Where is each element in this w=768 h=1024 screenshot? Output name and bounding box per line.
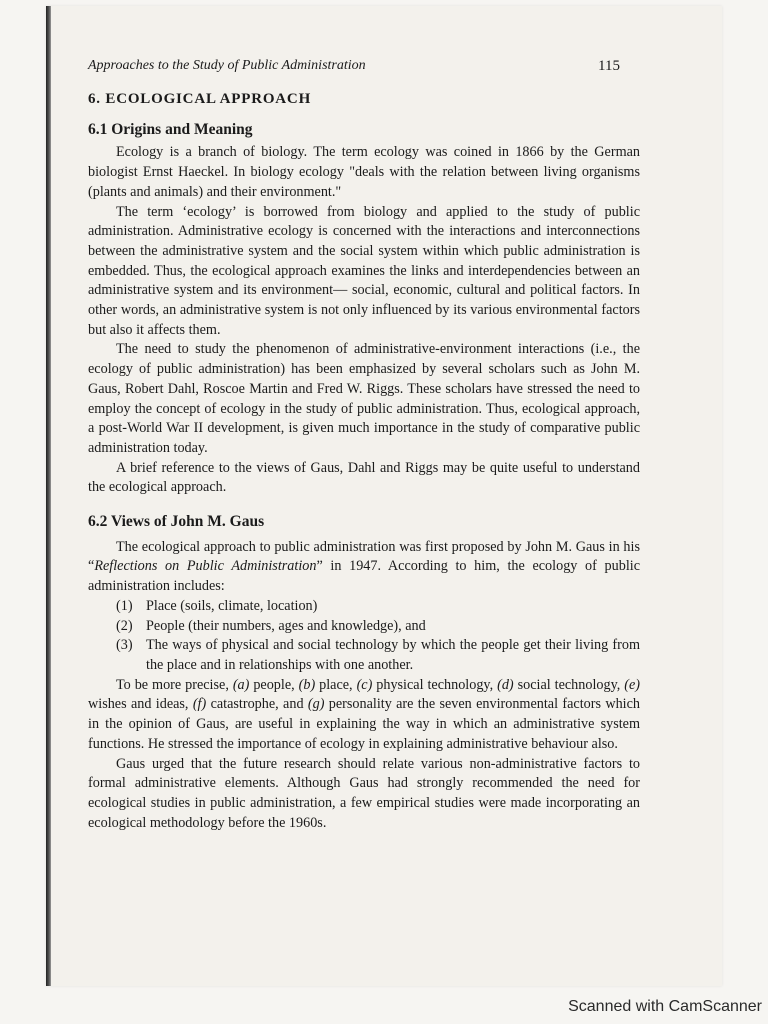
subsection-title-gaus: 6.2 Views of John M. Gaus [88, 513, 265, 531]
factor-letter: (c) [356, 676, 373, 693]
page-number: 115 [598, 58, 620, 74]
factor-letter: (a) [232, 676, 250, 693]
list-text: The ways of physical and social technology by which the people get their living from the place and in relationships with one another. [146, 637, 640, 673]
book-title: Reflections on Public Administration [94, 558, 317, 575]
paragraph: The term ‘ecology’ is borrowed from biology and applied to the study of public administration. Administrative ecology is concerned with the interactions and interconnections between the administrative system and the social system within which public administration is embedded. Thus, the ecological approach examines the links and interdependencies between an administrative system and its environment— social, economic, cultural and political factors. In other words, an administrative system is not only influenced by its various environmental factors but also it affects them. [88, 203, 640, 338]
ecology-list [88, 597, 640, 676]
text: personality are the seven environmental factors which in the opinion of Gaus, are useful in explaining the way in which an administrative system functions. He stressed the importance of ecology in explaining administrative behaviour also. [88, 696, 640, 752]
list-number: (3) [116, 637, 133, 654]
factor-letter: (b) [298, 676, 316, 693]
intro-text: The ecological approach to public administration was first proposed by John M. Gaus in his “ [88, 538, 640, 575]
list-number: (2) [116, 617, 133, 634]
factor-letter: (g) [307, 696, 325, 713]
paragraph: Gaus urged that the future research should relate various non-administrative factors to formal administrative elements. Although Gaus had strongly recommended the need for ecological studies in public administration, a few empirical studies were made incorporating an ecological methodology before the 1960s. [88, 755, 640, 831]
subsection-title-origins: 6.1 Origins and Meaning [88, 120, 253, 138]
paragraph: The need to study the phenomenon of administrative-environment interactions (i.e., the ecology of public administration) has been emphasized by several scholars such as John M. Gaus, Robert Dahl, Roscoe Martin and Fred W. Riggs. These scholars have stressed the need to employ the concept of ecology in the study of public administration. Thus, ecological approach, a post-World War II development, is given much importance in the study of comparative public administration today. [88, 341, 640, 456]
text: physical technology, [372, 676, 498, 693]
running-head: Approaches to the Study of Public Administration [88, 58, 366, 73]
book-spine-shadow [46, 6, 51, 986]
factor-letter: (d) [497, 676, 514, 693]
scanner-watermark: Scanned with CamScanner [568, 998, 762, 1015]
factor-letter: (e) [624, 676, 641, 693]
paragraph-gaus-intro [88, 538, 640, 597]
list-number: (1) [116, 597, 133, 614]
text: wishes and ideas, [88, 696, 193, 713]
paragraph-factors [88, 676, 640, 755]
list-item [116, 617, 640, 637]
text: To be more precise, [116, 676, 233, 693]
text: social technology, [513, 676, 625, 693]
text: people, [249, 676, 299, 693]
list-item [116, 636, 640, 675]
list-text: People (their numbers, ages and knowledge), and [146, 617, 426, 634]
factor-letter: (f) [192, 696, 207, 713]
text: place, [315, 676, 357, 693]
intro-text: ” in 1947. According to him, the ecology of public administration includes: [88, 558, 640, 595]
paragraph: A brief reference to the views of Gaus, Dahl and Riggs may be quite useful to understand the ecological approach. [88, 459, 640, 496]
section-title: 6. ECOLOGICAL APPROACH [88, 91, 312, 107]
text: catastrophe, and [206, 696, 308, 713]
paragraph: Ecology is a branch of biology. The term ecology was coined in 1866 by the German biologist Ernst Haeckel. In biology ecology "deals with the relation between living organisms (plants and animals) and their environment." [88, 144, 640, 200]
list-item [116, 597, 640, 617]
list-text: Place (soils, climate, location) [146, 597, 318, 614]
page-body [88, 90, 640, 833]
